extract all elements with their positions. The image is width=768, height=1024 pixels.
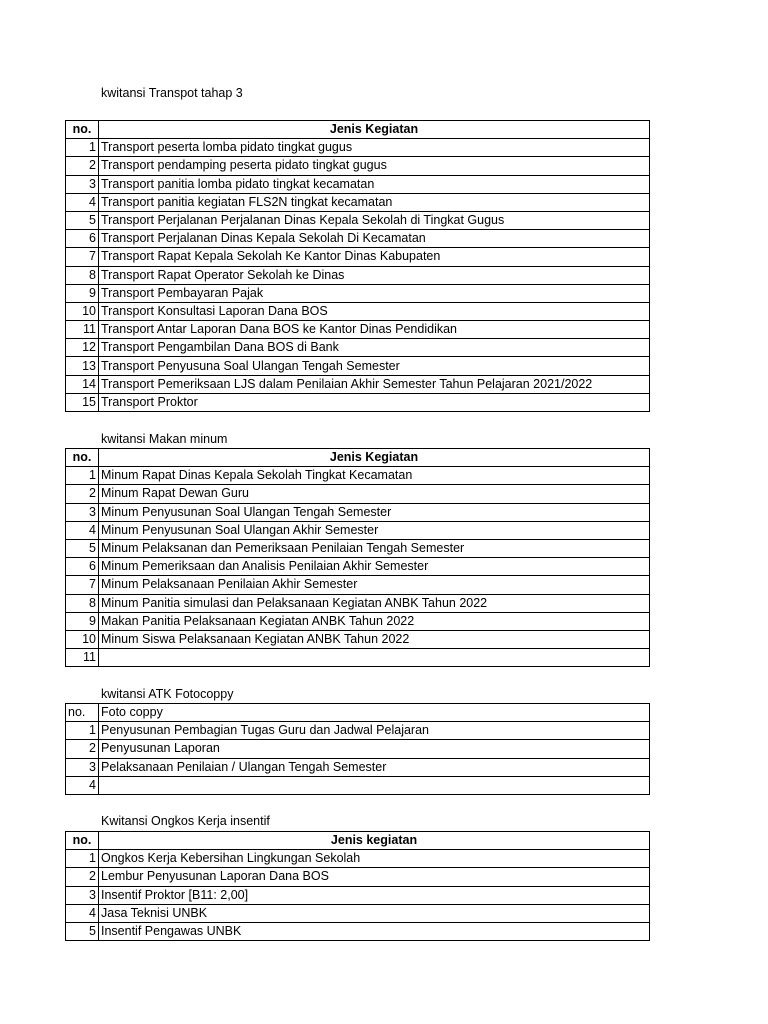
row-activity: Jasa Teknisi UNBK [99, 904, 650, 922]
table-row [66, 467, 650, 485]
table-row [66, 302, 650, 320]
section-title-atk-fotocoppy: kwitansi ATK Fotocoppy [101, 687, 234, 701]
table-header-row [66, 121, 650, 139]
row-number: 4 [66, 521, 99, 539]
row-number: 9 [66, 284, 99, 302]
column-header-foto-coppy: Foto coppy [99, 704, 650, 722]
table-atk-fotocoppy [65, 703, 650, 795]
table-ongkos-kerja [65, 831, 650, 941]
row-number: 1 [66, 467, 99, 485]
row-number: 5 [66, 211, 99, 229]
table-row [66, 193, 650, 211]
row-number: 2 [66, 868, 99, 886]
row-activity: Transport peserta lomba pidato tingkat gugus [99, 139, 650, 157]
section-title-ongkos-kerja: Kwitansi Ongkos Kerja insentif [101, 814, 270, 828]
table-row [66, 904, 650, 922]
row-activity: Minum Siswa Pelaksanaan Kegiatan ANBK Tahun 2022 [99, 630, 650, 648]
row-activity: Penyusunan Pembagian Tugas Guru dan Jadwal Pelajaran [99, 722, 650, 740]
table-row [66, 558, 650, 576]
row-number: 14 [66, 375, 99, 393]
row-number: 11 [66, 649, 99, 667]
row-activity: Minum Penyusunan Soal Ulangan Akhir Semester [99, 521, 650, 539]
row-number: 11 [66, 321, 99, 339]
table-row [66, 594, 650, 612]
table-row [66, 868, 650, 886]
table-row [66, 211, 650, 229]
table-row [66, 375, 650, 393]
table-row [66, 485, 650, 503]
row-number: 7 [66, 248, 99, 266]
row-activity: Transport Rapat Operator Sekolah ke Dinas [99, 266, 650, 284]
row-number: 3 [66, 175, 99, 193]
table-row [66, 722, 650, 740]
row-number: 6 [66, 558, 99, 576]
column-header-no: no. [66, 832, 99, 850]
table-row [66, 612, 650, 630]
row-number: 1 [66, 722, 99, 740]
row-number: 2 [66, 157, 99, 175]
row-number: 9 [66, 612, 99, 630]
table-makan-minum [65, 448, 650, 667]
row-activity: Makan Panitia Pelaksanaan Kegiatan ANBK Tahun 2022 [99, 612, 650, 630]
row-activity: Transport Proktor [99, 393, 650, 411]
row-activity: Minum Panitia simulasi dan Pelaksanaan Kegiatan ANBK Tahun 2022 [99, 594, 650, 612]
column-header-no: no. [66, 449, 99, 467]
table-row [66, 357, 650, 375]
table-header-row [66, 449, 650, 467]
table-row [66, 175, 650, 193]
row-number: 5 [66, 539, 99, 557]
row-number: 2 [66, 485, 99, 503]
table-row [66, 539, 650, 557]
column-header-jenis-kegiatan: Jenis kegiatan [99, 832, 650, 850]
row-activity: Minum Rapat Dewan Guru [99, 485, 650, 503]
row-number: 10 [66, 302, 99, 320]
table-row [66, 649, 650, 667]
table-row [66, 740, 650, 758]
row-activity: Minum Penyusunan Soal Ulangan Tengah Semester [99, 503, 650, 521]
section-title-makan-minum: kwitansi Makan minum [101, 432, 228, 446]
row-activity: Minum Pelaksanaan Penilaian Akhir Semester [99, 576, 650, 594]
row-number: 8 [66, 266, 99, 284]
table-transport [65, 120, 650, 412]
table-header-row [66, 832, 650, 850]
row-activity: Transport panitia lomba pidato tingkat kecamatan [99, 175, 650, 193]
row-activity: Transport Pemeriksaan LJS dalam Penilaian Akhir Semester Tahun Pelajaran 2021/2022 [99, 375, 650, 393]
row-activity: Minum Rapat Dinas Kepala Sekolah Tingkat Kecamatan [99, 467, 650, 485]
row-number: 8 [66, 594, 99, 612]
row-number: 2 [66, 740, 99, 758]
row-activity: Penyusunan Laporan [99, 740, 650, 758]
row-number: 1 [66, 139, 99, 157]
table-row [66, 758, 650, 776]
row-activity [99, 649, 650, 667]
table-row [66, 630, 650, 648]
table-row [66, 922, 650, 940]
row-number: 12 [66, 339, 99, 357]
column-header-jenis-kegiatan: Jenis Kegiatan [99, 121, 650, 139]
row-number: 3 [66, 503, 99, 521]
column-header-no: no. [66, 121, 99, 139]
table-row [66, 886, 650, 904]
row-number: 6 [66, 230, 99, 248]
table-row [66, 576, 650, 594]
row-activity: Minum Pemeriksaan dan Analisis Penilaian Akhir Semester [99, 558, 650, 576]
column-header-no: no. [66, 704, 99, 722]
row-number: 5 [66, 922, 99, 940]
table-row [66, 230, 650, 248]
row-activity: Lembur Penyusunan Laporan Dana BOS [99, 868, 650, 886]
table-row [66, 339, 650, 357]
row-activity: Transport Perjalanan Dinas Kepala Sekolah Di Kecamatan [99, 230, 650, 248]
row-activity: Transport Pembayaran Pajak [99, 284, 650, 302]
row-activity: Transport Penyusuna Soal Ulangan Tengah Semester [99, 357, 650, 375]
section-title-transport: kwitansi Transpot tahap 3 [101, 86, 243, 100]
row-activity: Insentif Proktor [B11: 2,00] [99, 886, 650, 904]
table-row [66, 503, 650, 521]
table-row [66, 393, 650, 411]
row-number: 3 [66, 886, 99, 904]
row-number: 10 [66, 630, 99, 648]
table-row [66, 266, 650, 284]
column-header-jenis-kegiatan: Jenis Kegiatan [99, 449, 650, 467]
table-row [66, 284, 650, 302]
row-activity [99, 776, 650, 794]
row-number: 13 [66, 357, 99, 375]
table-row [66, 321, 650, 339]
table-row [66, 157, 650, 175]
row-activity: Transport Pengambilan Dana BOS di Bank [99, 339, 650, 357]
row-number: 15 [66, 393, 99, 411]
table-row [66, 521, 650, 539]
table-row [66, 776, 650, 794]
row-activity: Transport Konsultasi Laporan Dana BOS [99, 302, 650, 320]
row-number: 1 [66, 850, 99, 868]
row-activity: Transport Perjalanan Perjalanan Dinas Kepala Sekolah di Tingkat Gugus [99, 211, 650, 229]
row-activity: Pelaksanaan Penilaian / Ulangan Tengah Semester [99, 758, 650, 776]
table-row [66, 139, 650, 157]
table-row [66, 248, 650, 266]
table-row [66, 850, 650, 868]
table-header-row [66, 704, 650, 722]
row-activity: Transport pendamping peserta pidato tingkat gugus [99, 157, 650, 175]
row-number: 4 [66, 904, 99, 922]
row-activity: Insentif Pengawas UNBK [99, 922, 650, 940]
row-number: 7 [66, 576, 99, 594]
row-number: 4 [66, 776, 99, 794]
row-activity: Ongkos Kerja Kebersihan Lingkungan Sekolah [99, 850, 650, 868]
row-number: 3 [66, 758, 99, 776]
row-number: 4 [66, 193, 99, 211]
row-activity: Minum Pelaksanan dan Pemeriksaan Penilaian Tengah Semester [99, 539, 650, 557]
row-activity: Transport Antar Laporan Dana BOS ke Kantor Dinas Pendidikan [99, 321, 650, 339]
row-activity: Transport Rapat Kepala Sekolah Ke Kantor Dinas Kabupaten [99, 248, 650, 266]
row-activity: Transport panitia kegiatan FLS2N tingkat kecamatan [99, 193, 650, 211]
